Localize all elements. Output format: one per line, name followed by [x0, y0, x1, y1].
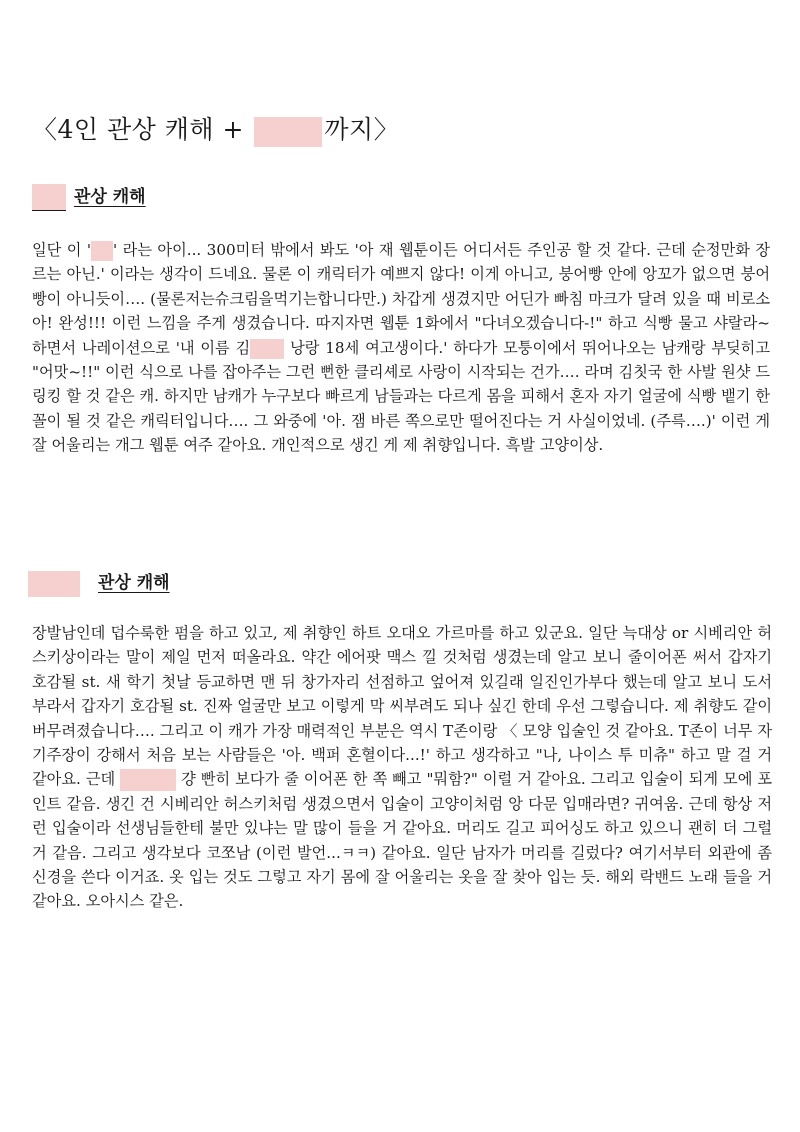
- section2-heading-label: 관상 캐해: [98, 573, 170, 593]
- redacted-name-block: [254, 117, 322, 147]
- redacted-name-inline: [120, 769, 176, 791]
- redacted-name-block: [32, 184, 66, 211]
- redacted-name-inline: [250, 339, 284, 359]
- section2-text-a: 장발남인데 덥수룩한 펌을 하고 있고, 제 취향인 하트 오대오 가르마를 하고 있군요. 일단 늑대상 or 시베리안 허스키상이라는 말이 제일 먼저 떠올라요. 약간 에어팟 맥스 낄 것처럼 생겼는데 알고 보니 줄이어폰 써서 갑자기 호감될 st. 새 학기 첫날 등교하면 맨 뒤 창가자리 선점하고 엎어져 있길래 일진인가부다 했는데 알고 보니 도서부라서 갑자기 호감될 st. 진짜 얼굴만 보고 이렇게 막 씨부려도 되나 싶긴 한데 우선 그렇습니다. 제 취향도 같이 버무려졌습니다…. 그리고 이 캐가 가장 매력적인 부분은 역시 T존이랑 〈 모양 입술인 것 같아요. T존이 너무 자기주장이 강해서 처음 보는 사람들은 '아. 백퍼 혼혈이다...!' 하고 생각하고 "나, 나이스 투 미츄" 하고 말 걸 거 같아요. 근데: [32, 624, 772, 789]
- section1-text-a: 일단 이 ': [32, 241, 92, 259]
- section2-paragraph: [32, 621, 772, 914]
- document-title: [32, 112, 399, 148]
- redacted-name-block: [28, 571, 80, 597]
- section2-text-b: 걍 빤히 보다가 줄 이어폰 한 쪽 빼고 "뭐함?" 이럴 거 같아요. 그리고 입술이 되게 모에 포인트 같음. 생긴 건 시베리안 허스키처럼 생겼으면서 입술이 고양이처럼 앙 다문 입매라면? 귀여움. 근데 항상 저런 입술이라 선생님들한테 불만 있냐는 말 많이 들을 거 같아요. 머리도 길고 피어싱도 하고 있으니 괜히 더 그럴 거 같음. 그리고 생각보다 코쪼남 (이런 발언...ㅋㅋ) 같아요. 일단 남자가 머리를 길렀다? 여기서부터 외관에 좀 신경을 쓴다 이거죠. 옷 입는 것도 그렇고 자기 몸에 잘 어울리는 옷을 잘 찾아 입는 듯. 해외 락밴드 노래 들을 거 같아요. 오아시스 같은.: [32, 770, 773, 911]
- section1-paragraph: [32, 238, 770, 458]
- title-close-text: 까지〉: [324, 115, 400, 144]
- section1-heading: [32, 184, 146, 211]
- title-open-text: 〈4인 관상 캐해 +: [32, 115, 253, 144]
- section1-heading-label: 관상 캐해: [74, 187, 146, 207]
- section2-heading: [28, 570, 170, 597]
- section1-text-b: ' 라는 아이... 300미터 밖에서 봐도 '아 재 웹툰이든 어디서든 주인공 할 것 같다. 근데 순정만화 장르는 아닌.' 이라는 생각이 드네요. 물론 이 캐릭터가 예쁘지 않다! 이게 아니고, 붕어빵 안에 앙꼬가 없으면 붕어빵이 아니듯이…. (물론저는슈크림을먹기는합니다만.) 차갑게 생겼지만 어딘가 빠침 마크가 달려 있을 때 비로소 아! 완성!!! 이런 느낌을 주게 생겼습니다. 따지자면 웹툰 1화에서 "다녀오겠습니다-!" 하고 식빵 물고 샤랄라~ 하면서 나레이션으로 '내 이름 김: [32, 241, 770, 357]
- redacted-name-inline: [91, 241, 113, 261]
- section1-text-c: 낭랑 18세 여고생이다.' 하다가 모퉁이에서 뛰어나오는 남캐랑 부딪히고 "어맛~!!" 이런 식으로 나를 잡아주는 그런 뻔한 클리셰로 사랑이 시작되는 건가…. 라며 김칫국 한 사발 원샷 드링킹 할 것 같은 캐. 하지만 남캐가 누구보다 빠르게 남들과는 다르게 몸을 피해서 혼자 자기 얼굴에 식빵 뱉기 한 꼴이 될 것 같은 캐릭터입니다…. 그 와중에 '아. 잼 바른 쪽으로만 떨어진다는 거 사실이었네. (주륵….)' 이런 게 잘 어울리는 개그 웹툰 여주 같아요. 개인적으로 생긴 게 제 취향입니다. 흑발 고양이상.: [32, 338, 771, 455]
